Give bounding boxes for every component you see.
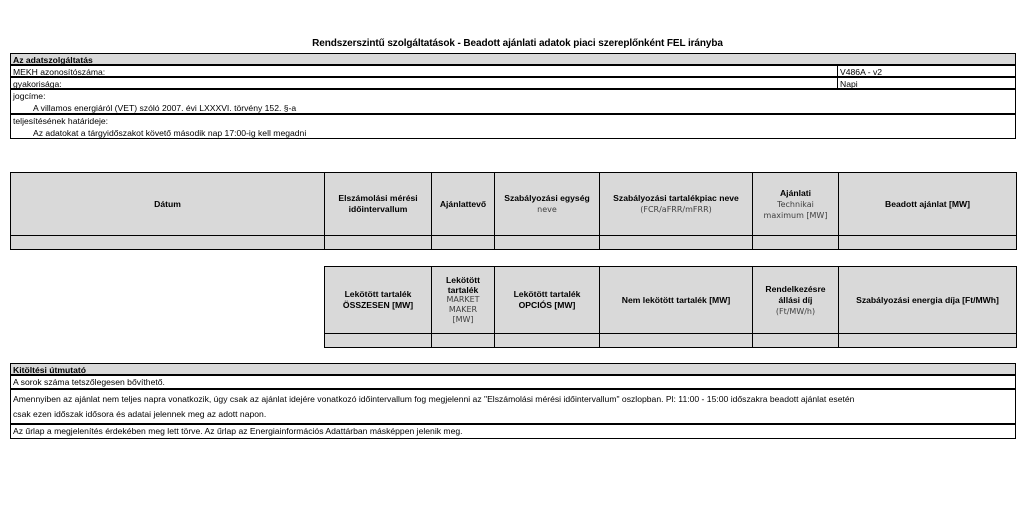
col-market-maker: Lekötött tartalék MARKET MAKER [MW] (432, 267, 495, 334)
col-bidder: Ajánlattevő (432, 173, 495, 236)
page-title: Rendszerszintű szolgáltatások - Beadott ajánlati adatok piaci szereplőnként FEL irányba (312, 38, 723, 49)
guide-line-1: A sorok száma tetszőlegesen bővíthető. (10, 375, 1016, 389)
col-optional: Lekötött tartalék OPCIÓS [MW] (495, 267, 600, 334)
legal-text: A villamos energiáról (VET) szóló 2007. évi LXXXVI. törvény 152. §-a (33, 103, 297, 113)
col-energy: Szabályozási energia díja [Ft/MWh] (839, 267, 1017, 334)
col-availability: Rendelkezésre állási díj (Ft/MW/h) (753, 267, 839, 334)
col-offer-max: Ajánlati Technikai maximum [MW] (753, 173, 839, 236)
frequency-label: gyakorisága: (10, 77, 838, 89)
col-unbound: Nem lekötött tartalék [MW] (600, 267, 753, 334)
table-row (11, 236, 1017, 250)
guide-line-2: Amennyiben az ajánlat nem teljes napra vonatkozik, úgy csak az ajánlat idejére vonatkozó időintervallum fog megjelenni az "Elszámolási mérési időintervallum" oszlopban. Pl: 11:00 - 15:00 időszakra beadott ajánlat esetén csak ezen időszak idősora és adatai jelennek meg az adott napon. (10, 389, 1016, 424)
frequency-value: Napi (837, 77, 1016, 89)
mekh-value: V486A - v2 (837, 65, 1016, 77)
col-interval: Elszámolási mérési időintervallum (325, 173, 432, 236)
deadline-text: Az adatokat a tárgyidőszakot követő második nap 17:00-ig kell megadni (33, 128, 307, 138)
table-row (325, 334, 1017, 348)
legal-basis (10, 89, 1016, 114)
guide-header: Kitöltési útmutató (10, 363, 1016, 375)
reserve-table (324, 266, 1017, 348)
deadline (10, 114, 1016, 139)
guide-line-3: Az űrlap a megjelenítés érdekében meg lett törve. Az űrlap az Energiainformációs Adattárban másképpen jelenik meg. (10, 424, 1016, 439)
info-section-header: Az adatszolgáltatás (10, 53, 1016, 65)
col-total: Lekötött tartalék ÖSSZESEN [MW] (325, 267, 432, 334)
col-datum: Dátum (11, 173, 325, 236)
offer-table (10, 172, 1017, 250)
legal-label: jogcíme: (13, 91, 46, 101)
col-submitted: Beadott ajánlat [MW] (839, 173, 1017, 236)
col-market: Szabályozási tartalékpiac neve (FCR/aFRR/mFRR) (600, 173, 753, 236)
mekh-label: MEKH azonosítószáma: (10, 65, 838, 77)
col-unit: Szabályozási egység neve (495, 173, 600, 236)
deadline-label: teljesítésének határideje: (13, 116, 109, 126)
